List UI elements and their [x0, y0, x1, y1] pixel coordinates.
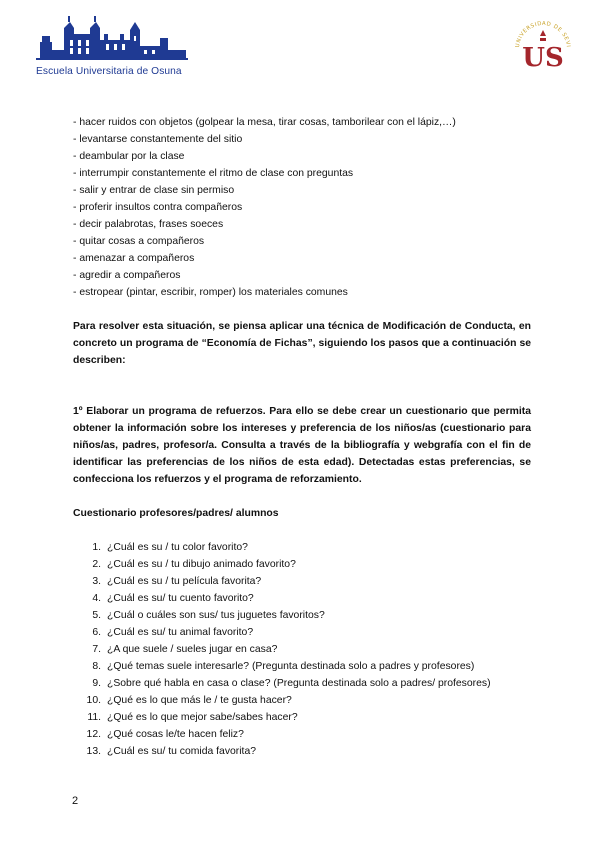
school-logo: [34, 14, 194, 80]
list-item: - hacer ruidos con objetos (golpear la mesa, tirar cosas, tamborilear con el lápiz,…): [73, 117, 456, 128]
list-item: [73, 709, 531, 726]
list-item: - amenazar a compañeros: [73, 253, 195, 264]
question-text: ¿Qué es lo que más le / te gusta hacer?: [107, 695, 292, 706]
question-number: 1.: [92, 542, 101, 553]
question-text: ¿Sobre qué habla en casa o clase? (Pregunta destinada solo a padres/ profesores): [107, 678, 491, 689]
list-item: [73, 573, 531, 590]
question-text: ¿Cuál es su / tu color favorito?: [107, 542, 248, 553]
question-number: 5.: [92, 610, 101, 621]
question-text: ¿Cuál es su/ tu animal favorito?: [107, 627, 254, 638]
svg-text:UNIVERSIDAD DE SEVILLA: UNIVERSIDAD DE SEVI: [514, 20, 571, 48]
list-item: - salir y entrar de clase sin permiso: [73, 185, 235, 196]
page-number: 2: [72, 795, 79, 807]
list-item: [73, 743, 531, 760]
university-seal: [512, 16, 574, 78]
question-list: [73, 539, 531, 760]
list-item: - quitar cosas a compañeros: [73, 236, 205, 247]
list-item: [73, 675, 531, 692]
question-number: 11.: [87, 712, 101, 723]
school-name: Escuela Universitaria de Osuna: [36, 66, 182, 77]
list-item: [73, 539, 531, 556]
step-paragraph: 1º Elaborar un programa de refuerzos. Para ello se debe crear un cuestionario que permita obtener la información sobre los intereses y preferencia de los niños/as (cuestionario para niños/as, padres, profesor/a. Consulta a través de la bibliografía y webgrafía con el fin de identificar las preferencias de los niños de esta edad). Detectadas estas preferencias, se confecciona los refuerzos y el programa de reforzamiento.: [73, 406, 531, 485]
list-item: - agredir a compañeros: [73, 270, 181, 281]
castle-skyline-icon: [34, 14, 194, 66]
list-item: [73, 624, 531, 641]
question-text: ¿Qué temas suele interesarle? (Pregunta destinada solo a padres y profesores): [107, 661, 475, 672]
svg-text:US: US: [522, 43, 564, 73]
question-text: ¿Cuál es su/ tu comida favorita?: [107, 746, 257, 757]
list-item: [73, 658, 531, 675]
list-item: [73, 726, 531, 743]
question-number: 12.: [86, 729, 101, 740]
question-text: ¿Qué cosas le/te hacen feliz?: [107, 729, 244, 740]
list-item: [73, 641, 531, 658]
list-item: [73, 692, 531, 709]
question-number: 10.: [86, 695, 101, 706]
question-text: ¿Cuál es su/ tu cuento favorito?: [107, 593, 254, 604]
list-item: - decir palabrotas, frases soeces: [73, 219, 224, 230]
list-item: [73, 607, 531, 624]
list-item: [73, 590, 531, 607]
list-item: - deambular por la clase: [73, 151, 185, 162]
question-text: ¿Cuál o cuáles son sus/ tus juguetes favoritos?: [107, 610, 325, 621]
question-number: 7.: [92, 644, 101, 655]
question-number: 4.: [92, 593, 101, 604]
question-text: ¿A que suele / sueles jugar en casa?: [107, 644, 278, 655]
list-item: - interrumpir constantemente el ritmo de clase con preguntas: [73, 168, 354, 179]
question-number: 13.: [86, 746, 101, 757]
page-content: [73, 114, 531, 760]
question-text: ¿Cuál es su / tu dibujo animado favorito?: [107, 559, 296, 570]
list-item: - proferir insultos contra compañeros: [73, 202, 243, 213]
question-number: 3.: [92, 576, 101, 587]
list-item: [73, 556, 531, 573]
question-number: 8.: [92, 661, 101, 672]
questionnaire-title: Cuestionario profesores/padres/ alumnos: [73, 508, 279, 519]
list-item: - estropear (pintar, escribir, romper) los materiales comunes: [73, 287, 348, 298]
intro-paragraph: Para resolver esta situación, se piensa aplicar una técnica de Modificación de Conducta, en concreto un programa de “Economía de Fichas”, siguiendo los pasos que a continuación se describen:: [73, 321, 531, 366]
question-number: 2.: [92, 559, 101, 570]
university-seal-icon: [512, 16, 574, 78]
question-text: ¿Cuál es su / tu película favorita?: [107, 576, 262, 587]
question-number: 9.: [92, 678, 101, 689]
question-number: 6.: [92, 627, 101, 638]
behaviour-list: [73, 114, 531, 301]
question-text: ¿Qué es lo que mejor sabe/sabes hacer?: [107, 712, 298, 723]
list-item: - levantarse constantemente del sitio: [73, 134, 243, 145]
